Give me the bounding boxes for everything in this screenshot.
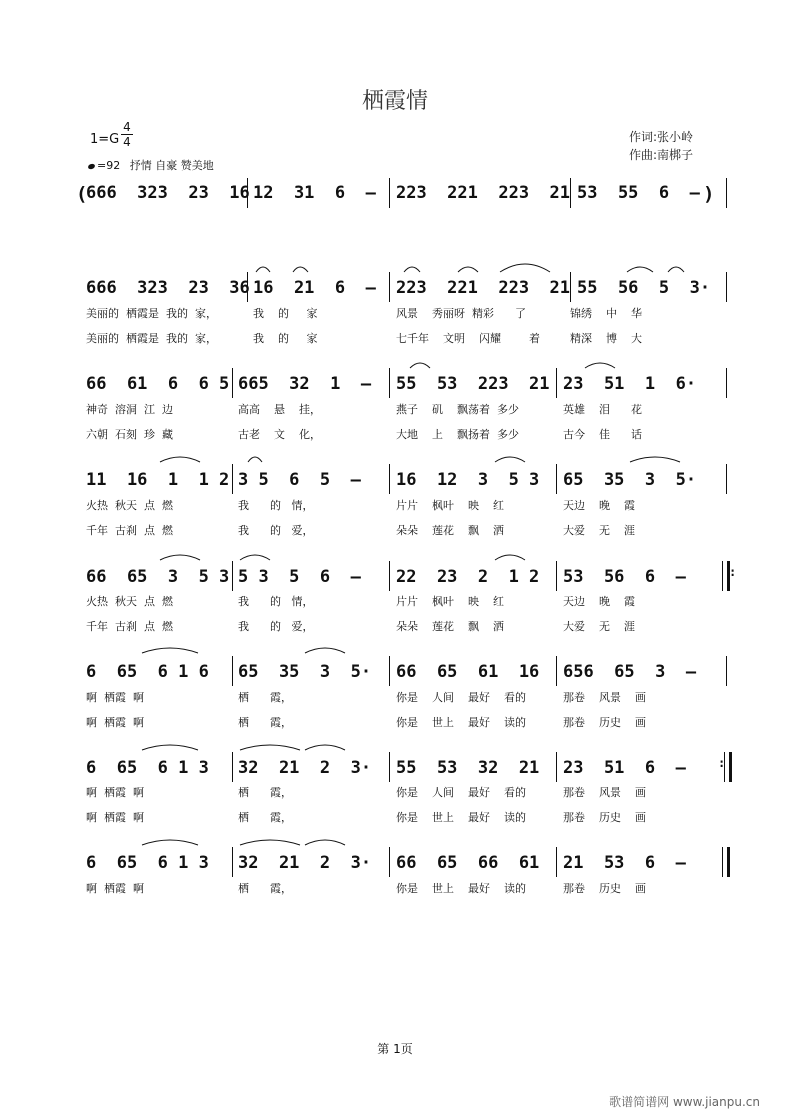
measure-notes: 65 35 3 5· bbox=[238, 662, 372, 682]
lyric-verse-2: 美丽的 栖霞是 我的 家， bbox=[86, 332, 217, 345]
lyric-verse-1: 那卷 历史 画 bbox=[563, 882, 646, 895]
repeat-dots: : bbox=[729, 565, 737, 579]
key-signature: 1=G bbox=[90, 132, 120, 147]
lyric-verse-1: 啊 栖霞 啊 bbox=[86, 882, 144, 895]
lyric-verse-1: 那卷 风景 画 bbox=[563, 691, 646, 704]
slur bbox=[404, 267, 420, 272]
measure-notes: 66 65 3 5 3 bbox=[86, 567, 230, 587]
lyric-verse-1: 高高 悬 挂， bbox=[238, 403, 321, 416]
lyric-verse-1: 我 的 情， bbox=[238, 595, 314, 608]
lyric-verse-1: 片片 枫叶 映 红 bbox=[396, 499, 504, 512]
measure-notes: 66 65 61 16 bbox=[396, 662, 540, 682]
intro-paren-open: ( bbox=[76, 183, 88, 205]
lyric-verse-2: 我 的 爱， bbox=[238, 524, 314, 537]
lyric-verse-2: 啊 栖霞 啊 bbox=[86, 716, 144, 729]
lyric-verse-1: 天边 晚 霞 bbox=[563, 595, 635, 608]
slur bbox=[410, 363, 430, 368]
measure-notes: 5 3 5 6 — bbox=[238, 567, 361, 587]
lyric-verse-2: 那卷 历史 画 bbox=[563, 716, 646, 729]
measure-notes: 32 21 2 3· bbox=[238, 853, 372, 873]
measure-notes: 55 56 5 3· bbox=[577, 278, 711, 298]
lyric-verse-1: 英雄 泪 花 bbox=[563, 403, 642, 416]
lyric-verse-2: 大爱 无 涯 bbox=[563, 620, 635, 633]
lyric-verse-2: 栖 霞， bbox=[238, 716, 292, 729]
measure-notes: 16 12 3 5 3 bbox=[396, 470, 540, 490]
song-title: 栖霞情 bbox=[361, 89, 428, 114]
lyric-verse-2: 你是 世上 最好 读的 bbox=[396, 716, 526, 729]
lyric-verse-1: 栖 霞， bbox=[238, 691, 292, 704]
slur bbox=[630, 457, 680, 462]
lyric-verse-1: 你是 人间 最好 看的 bbox=[396, 691, 526, 704]
watermark: 歌谱简谱网 www.jianpu.cn bbox=[609, 1095, 760, 1109]
measure-notes: 3 5 6 5 — bbox=[238, 470, 361, 490]
lyric-verse-2: 大地 上 飘扬着 多少 bbox=[396, 428, 519, 441]
lyric-verse-1: 那卷 风景 画 bbox=[563, 786, 646, 799]
slur bbox=[668, 267, 684, 272]
slur bbox=[160, 555, 200, 560]
tempo-value: =92 bbox=[97, 159, 121, 172]
lyric-verse-1: 火热 秋天 点 燃 bbox=[86, 499, 173, 512]
lyric-verse-2: 啊 栖霞 啊 bbox=[86, 811, 144, 824]
slur bbox=[142, 745, 198, 750]
lyric-verse-1: 啊 栖霞 啊 bbox=[86, 691, 144, 704]
slur bbox=[458, 267, 478, 272]
measure-notes: 21 53 6 — bbox=[563, 853, 686, 873]
lyric-verse-1: 栖 霞， bbox=[238, 882, 292, 895]
measure-notes: 665 32 1 — bbox=[238, 374, 372, 394]
lyric-verse-2: 大爱 无 涯 bbox=[563, 524, 635, 537]
intro-measure-4: 53 55 6 — bbox=[577, 183, 700, 203]
measure-notes: 223 221 223 21 bbox=[396, 278, 570, 298]
lyric-verse-1: 天边 晚 霞 bbox=[563, 499, 635, 512]
intro-measure-2: 12 31 6 — bbox=[253, 183, 376, 203]
lyricist-credit: 作词:张小岭 bbox=[629, 130, 694, 144]
lyric-verse-2: 我 的 家 bbox=[253, 332, 318, 345]
repeat-dots: : bbox=[718, 756, 726, 770]
measure-notes: 6 65 6 1 6 bbox=[86, 662, 209, 682]
lyric-verse-1: 美丽的 栖霞是 我的 家， bbox=[86, 307, 217, 320]
lyric-verse-2: 朵朵 莲花 飘 洒 bbox=[396, 620, 504, 633]
lyric-verse-2: 七千年 文明 闪耀 着 bbox=[396, 332, 540, 345]
slur bbox=[293, 267, 308, 272]
measure-notes: 23 51 1 6· bbox=[563, 374, 697, 394]
measure-notes: 66 61 6 6 5 bbox=[86, 374, 230, 394]
measure-notes: 32 21 2 3· bbox=[238, 758, 372, 778]
lyric-verse-1: 神奇 溶洞 江 边 bbox=[86, 403, 173, 416]
lyric-verse-2: 我 的 爱， bbox=[238, 620, 314, 633]
lyric-verse-1: 栖 霞， bbox=[238, 786, 292, 799]
lyric-verse-2: 古老 文 化， bbox=[238, 428, 321, 441]
slur bbox=[240, 840, 300, 845]
lyric-verse-2: 古今 佳 话 bbox=[563, 428, 642, 441]
slur bbox=[240, 745, 300, 750]
measure-notes: 666 323 23 36 bbox=[86, 278, 250, 298]
composer-credit: 作曲:南梆子 bbox=[629, 148, 694, 162]
lyric-verse-2: 精深 博 大 bbox=[570, 332, 642, 345]
slur bbox=[305, 745, 345, 750]
slur bbox=[585, 363, 615, 368]
lyric-verse-2: 千年 古刹 点 燃 bbox=[86, 524, 173, 537]
measure-notes: 55 53 32 21 bbox=[396, 758, 540, 778]
slur bbox=[495, 457, 525, 462]
lyric-verse-1: 啊 栖霞 啊 bbox=[86, 786, 144, 799]
lyric-verse-1: 火热 秋天 点 燃 bbox=[86, 595, 173, 608]
lyric-verse-1: 我 的 家 bbox=[253, 307, 318, 320]
slur bbox=[256, 267, 270, 272]
intro-measure-3: 223 221 223 21 bbox=[396, 183, 570, 203]
measure-notes: 55 53 223 21 bbox=[396, 374, 550, 394]
measure-notes: 22 23 2 1 2 bbox=[396, 567, 540, 587]
measure-notes: 65 35 3 5· bbox=[563, 470, 697, 490]
slur bbox=[142, 648, 198, 653]
intro-measure-1: 666 323 23 16 bbox=[86, 183, 250, 203]
slur bbox=[305, 648, 345, 653]
slur bbox=[495, 555, 525, 560]
lyric-verse-2: 朵朵 莲花 飘 洒 bbox=[396, 524, 504, 537]
measure-notes: 23 51 6 — bbox=[563, 758, 686, 778]
lyric-verse-1: 锦绣 中 华 bbox=[570, 307, 642, 320]
time-signature-bottom: 4 bbox=[121, 134, 133, 149]
measure-notes: 11 16 1 1 2 bbox=[86, 470, 230, 490]
lyric-verse-2: 那卷 历史 画 bbox=[563, 811, 646, 824]
lyric-verse-2: 千年 古刹 点 燃 bbox=[86, 620, 173, 633]
lyric-verse-1: 你是 世上 最好 读的 bbox=[396, 882, 526, 895]
lyric-verse-1: 燕子 矶 飘荡着 多少 bbox=[396, 403, 519, 416]
measure-notes: 6 65 6 1 3 bbox=[86, 758, 209, 778]
lyric-verse-1: 片片 枫叶 映 红 bbox=[396, 595, 504, 608]
lyric-verse-1: 风景 秀丽呀 精彩 了 bbox=[396, 307, 526, 320]
lyric-verse-1: 我 的 情， bbox=[238, 499, 314, 512]
lyric-verse-2: 你是 世上 最好 读的 bbox=[396, 811, 526, 824]
slur bbox=[627, 267, 653, 272]
slur bbox=[248, 457, 262, 462]
measure-notes: 16 21 6 — bbox=[253, 278, 376, 298]
slur bbox=[500, 264, 550, 272]
measure-notes: 66 65 66 61 bbox=[396, 853, 540, 873]
measure-notes: 6 65 6 1 3 bbox=[86, 853, 209, 873]
slur bbox=[305, 840, 345, 845]
page-number: 第 1页 bbox=[377, 1042, 413, 1056]
slur bbox=[240, 555, 270, 560]
time-signature-top: 4 bbox=[123, 120, 131, 134]
slur bbox=[160, 457, 200, 462]
lyric-verse-1: 你是 人间 最好 看的 bbox=[396, 786, 526, 799]
intro-paren-close: ) bbox=[703, 183, 715, 205]
lyric-verse-2: 六朝 石刻 珍 藏 bbox=[86, 428, 173, 441]
measure-notes: 656 65 3 — bbox=[563, 662, 697, 682]
measure-notes: 53 56 6 — bbox=[563, 567, 686, 587]
expression-text: 抒情 自豪 赞美地 bbox=[129, 159, 214, 172]
slur bbox=[142, 840, 198, 845]
lyric-verse-2: 栖 霞， bbox=[238, 811, 292, 824]
